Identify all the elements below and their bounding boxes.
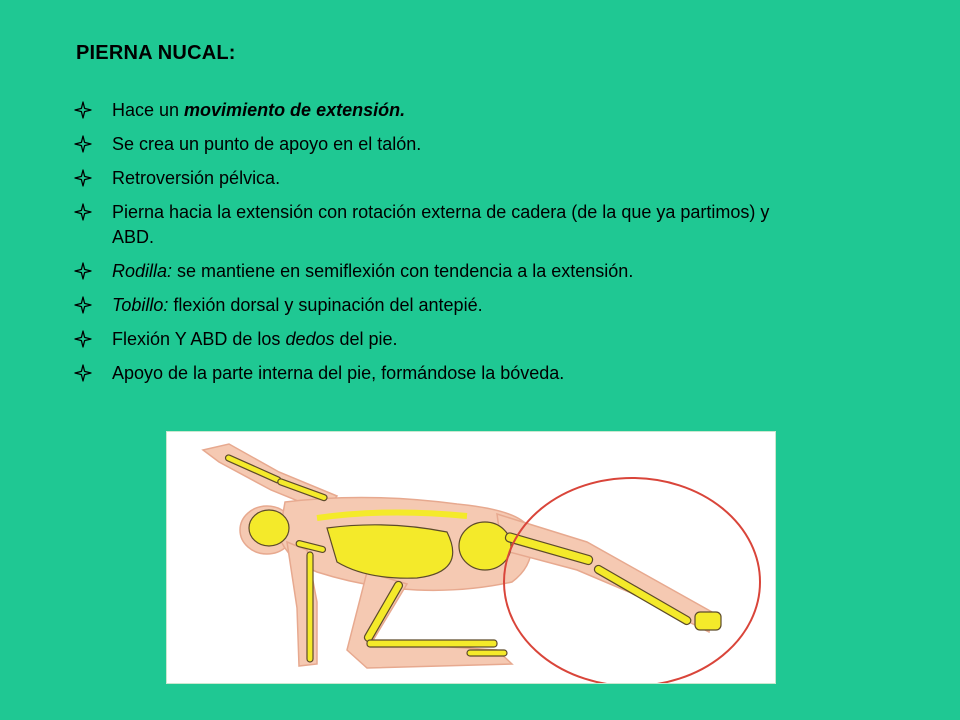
bullet-text: Pierna hacia la extensión con rotación externa de cadera (de la que ya partimos) y ABD. <box>112 202 770 247</box>
bullet-item <box>74 132 814 157</box>
bullet-text: Rodilla: <box>112 261 173 281</box>
bullet-item <box>74 293 814 318</box>
bullet-text: Tobillo: <box>112 295 169 315</box>
star-bullet-icon <box>74 203 92 221</box>
skeleton-illustration <box>166 431 776 684</box>
bullet-item <box>74 259 814 284</box>
star-bullet-icon <box>74 169 92 187</box>
bullet-text: Apoyo de la parte interna del pie, formándose la bóveda. <box>112 363 565 383</box>
star-bullet-icon <box>74 135 92 153</box>
star-bullet-icon <box>74 364 92 382</box>
star-bullet-icon <box>74 330 92 348</box>
star-bullet-icon <box>74 262 92 280</box>
bullet-text: Se crea un punto de apoyo en el talón. <box>112 134 422 154</box>
bullet-text: Hace un <box>112 100 185 120</box>
bullet-text: se mantiene en semiflexión con tendencia a la extensión. <box>172 261 634 281</box>
star-bullet-icon <box>74 296 92 314</box>
slide-title: PIERNA NUCAL: <box>76 42 236 64</box>
bullet-item <box>74 361 814 386</box>
bullet-text: del pie. <box>334 329 398 349</box>
bullet-text: Retroversión pélvica. <box>112 168 281 188</box>
bullet-list <box>74 98 814 395</box>
bullet-text: dedos <box>285 329 335 349</box>
bullet-text: flexión dorsal y supinación del antepié. <box>168 295 483 315</box>
star-bullet-icon <box>74 101 92 119</box>
crawling-skeleton-drawing <box>167 432 775 683</box>
bullet-text: movimiento de extensión. <box>184 100 406 120</box>
bullet-item <box>74 98 814 123</box>
bullet-item <box>74 327 814 352</box>
bullet-item <box>74 200 814 250</box>
bullet-item <box>74 166 814 191</box>
bullet-text: Flexión Y ABD de los <box>112 329 286 349</box>
